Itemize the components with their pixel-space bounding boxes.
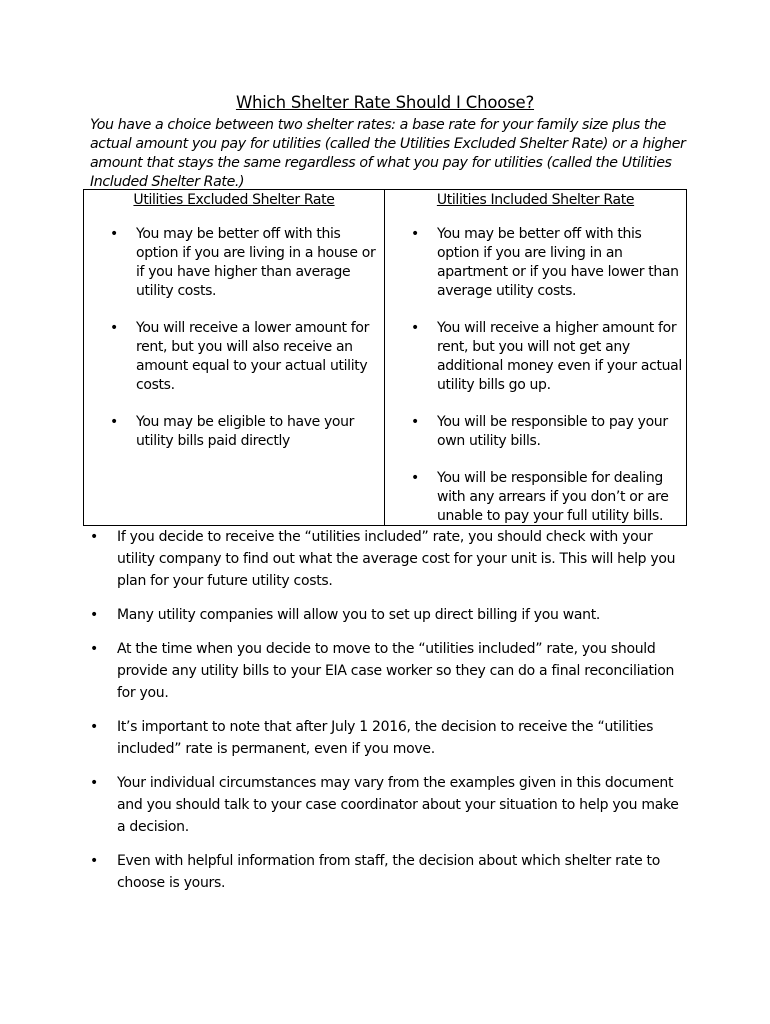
intro-paragraph: You have a choice between two shelter rates: a base rate for your family size plus the actual amount you pay for utilities (called the Utilities Excluded Shelter Rate) or a higher amount that stays the same regardless of what you pay for utilities (called the Utilities Included Shelter Rate.) (90, 117, 686, 190)
utilities-excluded-column (84, 190, 384, 525)
list-item-text: You may be better off with this option if you are living in a house or if you have higher than average utility costs. (136, 226, 376, 299)
note-item (90, 638, 690, 704)
list-item-text: You will be responsible to pay your own utility bills. (437, 414, 668, 449)
bullet-icon: • (110, 320, 118, 336)
list-item-text: You will receive a higher amount for rent, but you will not get any additional money even if your actual utility bills go up. (437, 320, 682, 393)
bullet-icon: • (411, 470, 419, 486)
comparison-table (83, 189, 687, 526)
list-item-text: You will receive a lower amount for rent, but you will also receive an amount equal to your actual utility costs. (136, 320, 369, 393)
note-item (90, 604, 690, 626)
bullet-icon: • (411, 414, 419, 430)
page-title: Which Shelter Rate Should I Choose? (235, 93, 535, 112)
utilities-included-list (411, 225, 686, 544)
list-item-text: You may be eligible to have your utility bills paid directly (136, 414, 355, 449)
note-text: At the time when you decide to move to the “utilities included” rate, you should provide any utility bills to your EIA case worker so they can do a final reconciliation for you. (117, 641, 675, 701)
bullet-icon: • (110, 414, 118, 430)
list-item (411, 225, 686, 301)
bullet-icon: • (90, 719, 98, 735)
notes-list (90, 526, 690, 906)
note-item (90, 716, 690, 760)
list-item (411, 413, 686, 451)
bullet-icon: • (90, 529, 98, 545)
list-item (411, 319, 686, 395)
list-item (110, 225, 380, 301)
list-item (110, 319, 380, 395)
bullet-icon: • (90, 641, 98, 657)
bullet-icon: • (411, 320, 419, 336)
utilities-included-column (385, 190, 686, 525)
list-item-text: You will be responsible for dealing with any arrears if you don’t or are unable to pay your full utility bills. (437, 470, 669, 524)
bullet-icon: • (411, 226, 419, 242)
utilities-included-heading: Utilities Included Shelter Rate (436, 192, 635, 208)
bullet-icon: • (90, 775, 98, 791)
list-item-text: You may be better off with this option if you are living in an apartment or if you have lower than average utility costs. (437, 226, 679, 299)
note-text: Even with helpful information from staff, the decision about which shelter rate to choose is yours. (117, 853, 661, 891)
utilities-excluded-list (110, 225, 380, 469)
note-item (90, 850, 690, 894)
list-item (110, 413, 380, 451)
note-text: Your individual circumstances may vary from the examples given in this document and you should talk to your case coordinator about your situation to help you make a decision. (117, 775, 679, 835)
bullet-icon: • (90, 853, 98, 869)
note-item (90, 526, 690, 592)
utilities-excluded-heading: Utilities Excluded Shelter Rate (133, 192, 335, 208)
bullet-icon: • (110, 226, 118, 242)
note-text: If you decide to receive the “utilities included” rate, you should check with your utility company to find out what the average cost for your unit is. This will help you plan for your future utility costs. (117, 529, 676, 589)
note-text: Many utility companies will allow you to set up direct billing if you want. (117, 607, 601, 623)
note-item (90, 772, 690, 838)
bullet-icon: • (90, 607, 98, 623)
list-item (411, 469, 686, 526)
note-text: It’s important to note that after July 1 2016, the decision to receive the “utilities included” rate is permanent, even if you move. (117, 719, 654, 757)
